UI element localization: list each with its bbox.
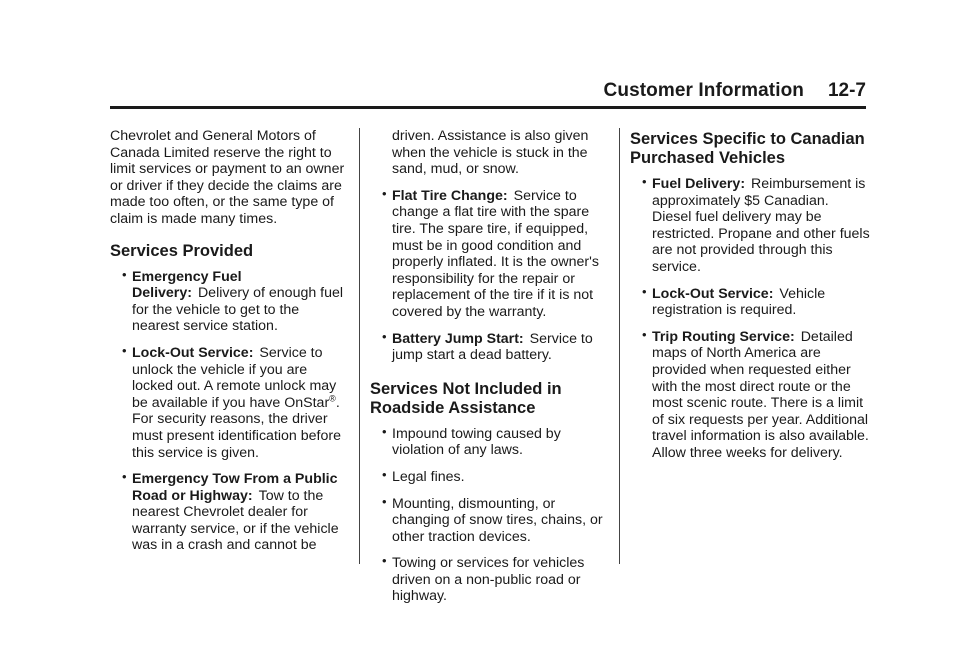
- heading-canadian-services: Services Specific to Canadian Purchased Vehicles: [630, 130, 865, 167]
- item-lead: Flat Tire Change:: [392, 187, 508, 204]
- heading-services-not-included: Services Not Included in Roadside Assistance: [370, 379, 562, 417]
- list-item: [630, 176, 870, 276]
- column-3: [630, 128, 870, 472]
- intro-paragraph: Chevrolet and General Motors of Canada Limited reserve the right to limit services or payment to an owner or driver if they decide the claims are made too often, or the same type of claim is made many times.: [110, 128, 345, 227]
- item-lead: Fuel Delivery:: [652, 176, 746, 192]
- item-text: Tow to the nearest Chevrolet dealer for warranty service, or if the vehicle was in a crash and cannot be: [132, 487, 339, 554]
- item-text: driven. Assistance is also given when the vehicle is stuck in the sand, mud, or snow.: [392, 128, 589, 178]
- list-item: • Impound towing caused by violation of any laws.: [370, 426, 610, 459]
- item-lead: Emergency Fuel Delivery:: [132, 268, 242, 302]
- list-item-continued: [370, 128, 610, 178]
- item-text: Service to jump start a dead battery.: [392, 330, 593, 364]
- services-provided-list: [110, 269, 350, 555]
- list-item: • Towing or services for vehicles driven on a non-public road or highway.: [370, 555, 610, 605]
- item-lead: Battery Jump Start:: [392, 330, 524, 347]
- services-provided-list-continued: [370, 128, 610, 364]
- list-item: [630, 286, 870, 319]
- item-lead: Lock-Out Service:: [132, 344, 254, 361]
- page-header: [110, 80, 866, 109]
- list-item: [110, 345, 350, 461]
- column-divider: [619, 128, 620, 564]
- list-item: [630, 329, 870, 462]
- item-lead: Lock-Out Service:: [652, 285, 774, 302]
- item-lead: Trip Routing Service:: [652, 328, 795, 345]
- list-item: • Mounting, dismounting, or changing of snow tires, chains, or other traction devices.: [370, 496, 610, 546]
- registered-mark: ®: [329, 392, 336, 403]
- canadian-services-list: [630, 176, 870, 462]
- list-item: • Legal fines.: [370, 469, 610, 486]
- item-text: Delivery of enough fuel for the vehicle to get to the nearest service station.: [132, 285, 344, 335]
- item-text: Vehicle registration is required.: [652, 285, 826, 319]
- item-text: Detailed maps of North America are provided when requested either with the most direct route or the most scenic route. There is a limit of six requests per year. Additional travel information is also available. Allow three weeks for delivery.: [652, 328, 869, 461]
- item-text: Service to unlock the vehicle if you are locked out. A remote unlock may be available if you have OnStar: [132, 344, 337, 411]
- page-number: 12-7: [827, 80, 866, 101]
- column-divider: [359, 128, 360, 564]
- list-item: [370, 188, 610, 321]
- item-text: . For security reasons, the driver must present identification before this service is given.: [132, 394, 341, 461]
- list-item: [110, 269, 350, 335]
- heading-services-provided: Services Provided: [110, 241, 254, 260]
- item-lead: Emergency Tow From a Public Road or Highway:: [132, 471, 338, 504]
- services-excluded-list: [370, 426, 610, 605]
- column-2: [370, 128, 610, 615]
- section-title: Customer Information: [603, 80, 804, 101]
- item-text: Service to change a flat tire with the spare tire. The spare tire, if equipped, must be in good condition and properly inflated. It is the owner's responsibility for the repair or replacement of the tire if it is not covered by the warranty.: [392, 187, 599, 320]
- list-item: [370, 331, 610, 364]
- item-text: Reimbursement is approximately $5 Canadian. Diesel fuel delivery may be restricted. Propane and other fuels are not provided through this service.: [652, 176, 870, 275]
- list-item: [110, 471, 350, 554]
- column-1: [110, 128, 350, 564]
